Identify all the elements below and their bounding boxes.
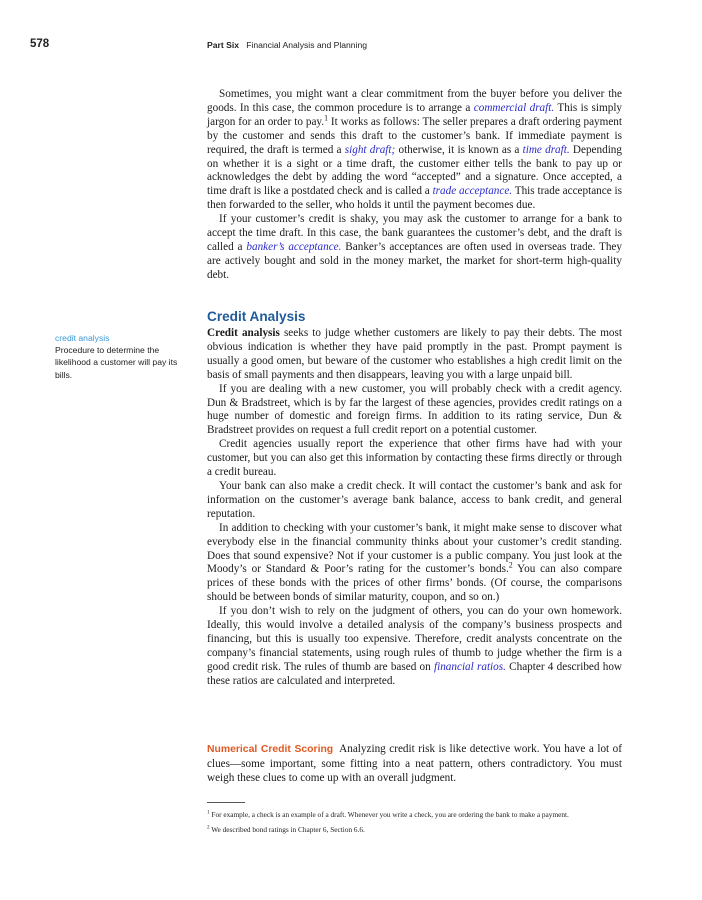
text-run: In addition to checking with your customer’s bank, it might make sense to discover what everybody else in the financial community thinks about your customer’s credit standing. Does that sound expensive? Not if your customer is a public company. You just look at the Moody’s or Standard & Poor’s rating for the customer’s bonds. [207,521,622,576]
intro-text [207,88,622,283]
text-run: If you don’t wish to rely on the judgment of others, you can do your own homework. Ideally, this would involve a detailed analysis of the company’s business prospects and financing, but this is usually too expensive. Therefore, credit analysts concentrate on the company’s financial statements, using rough rules of thumb to judge whether the firm is a good credit risk. The rules of thumb are based on [207,605,622,673]
footnote-ref-2: 2 [508,560,513,570]
footnotes [207,810,622,840]
text-run: This is simply jargon for an order to pay. [207,101,623,128]
text-run: Banker’s acceptances are often used in overseas trade. They are actively bought and sold in the money market, the market for short-term high-quality debt. [207,240,622,281]
section-paragraph-5 [207,522,622,605]
text-run: Chapter 4 described how these ratios are calculated and interpreted. [207,660,623,687]
section-paragraph-1 [207,327,622,383]
footnote-number: 1 [207,809,210,816]
text-run: It works as follows: The seller prepares a draft ordering payment by the customer and sends this draft to the customer’s bank. If immediate payment is required, the draft is termed a [207,115,623,156]
footnote-text: For example, a check is an example of a draft. Whenever you write a check, you are ordering the bank to make a payment. [209,810,569,819]
section-paragraph-4: Your bank can also make a credit check. It will contact the customer’s bank and ask for information on the customer’s average bank balance, access to bank credit, and general reputation. [207,479,622,520]
margin-term: credit analysis [55,333,110,343]
footnote-text: We described bond ratings in Chapter 6, Section 6.6. [209,825,365,834]
intro-paragraph-1 [207,88,622,213]
section-text [207,327,622,689]
margin-glossary [55,332,180,381]
section-paragraph-6 [207,605,622,688]
footnote-divider [207,802,245,803]
text-run: seeks to judge whether customers are likely to pay their debts. The most obvious indication is whether they have paid promptly in the past. Prompt payment is usually a good omen, but beware of the customer who establishes a high credit limit on the basis of small payments and then disappears, leaving you with a large unpaid bill. [207,327,622,381]
part-label: Part Six [207,40,240,50]
text-run: Depending on whether it is a sight or a time draft, the customer either tells the bank to pay up or acknowledges the debt by adding the word “accepted” and a signature. Once accepted, a time draft is like a postdated check and is called a [207,143,622,198]
margin-definition: Procedure to determine the likelihood a customer will pay its bills. [55,345,178,380]
text-run: Sometimes, you might want a clear commitment from the buyer before you deliver the goods. In this case, the common procedure is to arrange a [207,88,622,114]
term-credit-analysis: Credit analysis [207,327,280,339]
part-title: Financial Analysis and Planning [246,40,368,50]
text-run: If your customer’s credit is shaky, you may ask the customer to arrange for a bank to accept the time draft. In this case, the bank guarantees the customer’s debt, and the draft is called a [207,213,622,253]
section-heading: Credit Analysis [207,309,306,324]
numerical-credit-scoring [207,742,622,785]
text-run: otherwise, it is known as a [395,143,523,156]
subsection-heading: Numerical Credit Scoring [207,744,334,755]
section-paragraph-3: Credit agencies usually report the experience that other firms have had with your customer, but you can also get this information by contacting these firms directly or through a credit bureau. [207,438,622,479]
term-sight-draft: sight draft; [344,143,396,156]
term-time-draft: time draft. [522,143,570,156]
running-header [207,40,367,50]
section-paragraph-2: If you are dealing with a new customer, you will probably check with a credit agency. Dun & Bradstreet, which is by far the largest of these agencies, provides credit ratings on a huge number of domestic and foreign firms. In addition to its rating service, Dun & Bradstreet provides on request a full credit report on a potential customer. [207,382,622,437]
subsection-text: Analyzing credit risk is like detective work. You have a lot of clues—some important, some fitting into a neat pattern, others contradictory. You must weigh these clues to come up with an overall judgment. [207,743,622,784]
term-bankers-acceptance: banker’s acceptance. [246,240,342,253]
footnote-number: 2 [207,824,210,831]
page-number: 578 [30,38,50,50]
footnote-1 [207,810,622,820]
footnote-2 [207,825,622,835]
text-run: You can also compare prices of these bonds with the prices of other firms’ bonds. (Of course, the comparisons should be between bonds of similar maturity, coupon, and so on.) [207,563,622,604]
footnote-ref-1: 1 [324,113,328,123]
term-trade-acceptance: trade acceptance. [432,185,513,198]
term-financial-ratios: financial ratios. [433,660,506,673]
term-commercial-draft: commercial draft. [473,101,555,114]
text-run: This trade acceptance is then forwarded to the seller, who holds it until the payment becomes due. [207,185,622,212]
intro-paragraph-2 [207,213,622,283]
